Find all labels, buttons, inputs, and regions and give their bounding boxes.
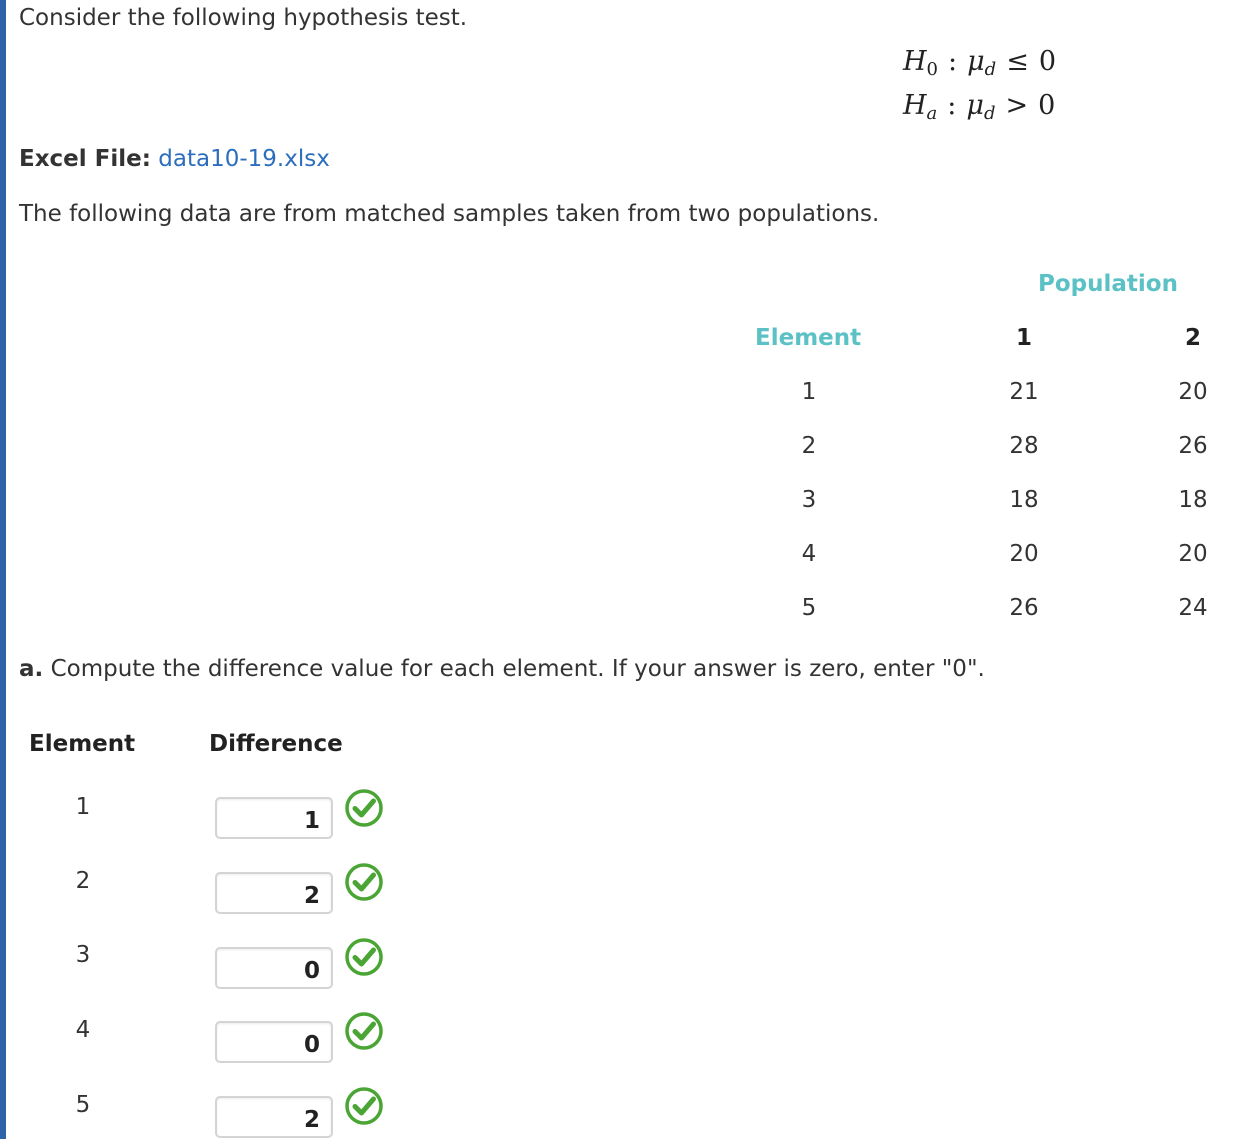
question-a-prefix: a. bbox=[19, 656, 44, 682]
ha-mu: μ bbox=[966, 90, 984, 121]
difference-input-5[interactable] bbox=[215, 1096, 333, 1138]
ha-operator: > bbox=[1005, 90, 1029, 121]
data-row-4-pop1: 20 bbox=[1009, 541, 1039, 567]
data-row-1-pop1: 21 bbox=[1009, 379, 1039, 405]
excel-file-label: Excel File: bbox=[19, 146, 151, 172]
ha-subscript: a bbox=[926, 103, 938, 124]
alternative-hypothesis bbox=[903, 90, 1056, 124]
data-row-3-element: 3 bbox=[801, 487, 817, 513]
check-circle-icon bbox=[344, 1011, 384, 1051]
ha-value: 0 bbox=[1038, 90, 1056, 121]
answer-row-1-element: 1 bbox=[75, 794, 91, 820]
question-a-text: Compute the difference value for each element. If your answer is zero, enter "0". bbox=[43, 656, 985, 682]
data-row-5-pop2: 24 bbox=[1178, 595, 1208, 621]
excel-file-link[interactable]: data10-19.xlsx bbox=[158, 146, 330, 172]
h0-mu: μ bbox=[967, 46, 985, 77]
h0-mu-subscript: d bbox=[984, 59, 997, 80]
data-row-4-element: 4 bbox=[801, 541, 817, 567]
data-row-1-element: 1 bbox=[801, 379, 817, 405]
excel-file-line bbox=[19, 144, 330, 174]
data-row-2-element: 2 bbox=[801, 433, 817, 459]
answer-row-5-element: 5 bbox=[75, 1092, 91, 1118]
data-row-3-pop1: 18 bbox=[1009, 487, 1039, 513]
answer-element-header: Element bbox=[29, 731, 136, 757]
check-circle-icon bbox=[344, 937, 384, 977]
difference-input-1[interactable] bbox=[215, 797, 333, 839]
ha-mu-subscript: d bbox=[983, 103, 996, 124]
answer-row-3-element: 3 bbox=[75, 942, 91, 968]
check-circle-icon bbox=[344, 1086, 384, 1126]
question-a bbox=[19, 654, 985, 684]
population-header: Population bbox=[1038, 271, 1178, 297]
difference-input-2[interactable] bbox=[215, 872, 333, 914]
answer-row-2-element: 2 bbox=[75, 868, 91, 894]
data-intro-text: The following data are from matched samples taken from two populations. bbox=[19, 201, 880, 227]
ha-letter: H bbox=[903, 90, 927, 121]
data-row-4-pop2: 20 bbox=[1178, 541, 1208, 567]
answer-difference-header: Difference bbox=[209, 731, 343, 757]
data-row-2-pop1: 28 bbox=[1009, 433, 1039, 459]
h0-subscript: 0 bbox=[926, 59, 938, 80]
null-hypothesis bbox=[903, 46, 1057, 80]
ha-colon: : bbox=[947, 90, 957, 121]
h0-letter: H bbox=[903, 46, 927, 77]
left-border-rule bbox=[0, 0, 6, 1139]
difference-input-4[interactable] bbox=[215, 1021, 333, 1063]
answer-row-4-element: 4 bbox=[75, 1017, 91, 1043]
difference-input-3[interactable] bbox=[215, 947, 333, 989]
check-circle-icon bbox=[344, 788, 384, 828]
pop1-header: 1 bbox=[1015, 325, 1033, 351]
data-row-3-pop2: 18 bbox=[1178, 487, 1208, 513]
pop2-header: 2 bbox=[1184, 325, 1202, 351]
check-circle-icon bbox=[344, 862, 384, 902]
data-row-1-pop2: 20 bbox=[1178, 379, 1208, 405]
data-row-2-pop2: 26 bbox=[1178, 433, 1208, 459]
intro-text: Consider the following hypothesis test. bbox=[19, 5, 468, 31]
element-header: Element bbox=[755, 325, 862, 351]
h0-value: 0 bbox=[1038, 46, 1057, 77]
h0-colon: : bbox=[948, 46, 958, 77]
data-row-5-pop1: 26 bbox=[1009, 595, 1039, 621]
data-row-5-element: 5 bbox=[801, 595, 817, 621]
h0-operator: ≤ bbox=[1006, 46, 1029, 77]
